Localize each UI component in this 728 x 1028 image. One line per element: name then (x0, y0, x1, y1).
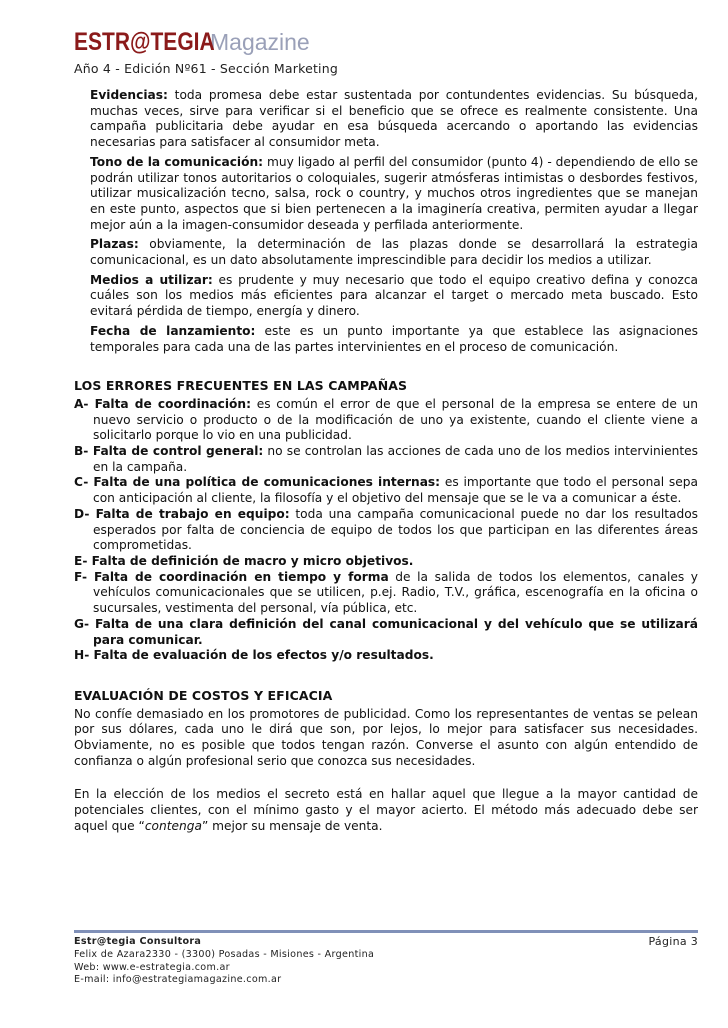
list-item (90, 324, 698, 355)
error-label: B- Falta de control general: (74, 444, 264, 459)
list-item-label: Plazas: (90, 237, 139, 252)
costs-heading: EVALUACIÓN DE COSTOS Y EFICACIA (74, 687, 333, 703)
list-item-text: este es un punto importante ya que establece las asignaciones temporales para cada una de las partes intervinientes en el proceso de comunicación. (90, 323, 698, 354)
list-item-label: Evidencias: (90, 88, 168, 102)
list-item-label: Fecha de lanzamiento: (90, 323, 256, 338)
list-item (90, 237, 698, 268)
error-item (74, 648, 698, 664)
page-number: Página 3 (648, 935, 698, 948)
logo-main: ESTR@TEGIA (74, 28, 215, 56)
error-text: toda una campaña comunicacional puede no dar los resultados esperados por falta de conciencia de equipo de todos los que participan en las diferentes áreas comprometidas. (93, 506, 698, 553)
error-label: A- Falta de coordinación: (74, 396, 251, 411)
error-text: es común el error de que el personal de la empresa se entere de un nuevo servicio o producto o de la modificación de uno ya existente, cuando el cliente viene a solicitarlo porque lo vio en una publicidad. (93, 396, 698, 443)
error-item (74, 397, 698, 444)
error-text: de la salida de todos los elementos, canales y vehículos comunicacionales que se utilicen, p.ej. Radio, T.V., gráfica, escenografía en la oficina o sucursales, vestimenta del personal, vía pública, etc. (93, 569, 699, 616)
error-label: C- Falta de una política de comunicaciones internas: (74, 475, 441, 490)
list-item (90, 155, 698, 234)
costs-paragraph-2 (74, 787, 698, 834)
error-label: H- Falta de evaluación de los efectos y/o resultados. (74, 648, 434, 663)
error-item (74, 444, 698, 475)
error-item (74, 475, 698, 506)
list-item-text: obviamente, la determinación de las plazas donde se desarrollará la estrategia comunicacional, es un dato absolutamente imprescindible para decidir los medios a utilizar. (90, 237, 698, 268)
error-item (74, 617, 698, 648)
error-label: G- Falta de una clara definición del canal comunicacional y del vehículo que se utilizará para comunicar. (74, 616, 698, 647)
logo-sub: Magazine (210, 29, 310, 55)
footer-address: Felix de Azara2330 - (3300) Posadas - Misiones - Argentina (74, 948, 375, 960)
masthead (74, 30, 338, 76)
list-item (90, 273, 698, 320)
error-text: no se controlan las acciones de cada uno de los medios intervinientes en la campaña. (93, 444, 698, 474)
error-label: F- Falta de coordinación en tiempo y forma (74, 569, 389, 584)
logo (74, 30, 338, 55)
errors-heading: LOS ERRORES FRECUENTES EN LAS CAMPAÑAS (74, 378, 408, 394)
footer-email[interactable]: E-mail: info@estrategiamagazine.com.ar (74, 974, 282, 986)
costs-section (74, 688, 698, 835)
error-label: E- Falta de definición de macro y micro objetivos. (74, 553, 414, 568)
list-item-label: Tono de la comunicación: (90, 154, 264, 169)
list-item-text: muy ligado al perfil del consumidor (punto 4) - dependiendo de ello se podrán utilizar tonos autoritarios o coloquiales, sugerir atmósferas intimistas o desbordes festivos, utilizar musicalización tecno, salsa, rock o country, y muchos otros ingredientes que se manejan en este punto, aspectos que si bien pertenecen a la imaginería creativa, permiten ayudar a llegar mejor aún a la imagen-consumidor deseada y perfilada anteriormente. (90, 154, 698, 232)
strategy-points-list (74, 88, 698, 355)
edition-line: Año 4 - Edición Nº61 - Sección Marketing (74, 61, 338, 76)
list-item-text: es prudente y muy necesario que todo el equipo creativo defina y conozca cuáles son los medios más eficientes para alcanzar el target o mercado meta buscado. Esto evitará pérdida de tiempo, energía y dinero. (90, 272, 698, 319)
footer-web[interactable]: Web: www.e-estrategia.com.ar (74, 961, 230, 973)
article-body (74, 88, 698, 835)
error-label: D- Falta de trabajo en equipo: (74, 506, 290, 521)
footer-company: Estr@tegia Consultora (74, 936, 202, 947)
footer (74, 936, 698, 987)
list-item-text: toda promesa debe estar sustentada por contundentes evidencias. Su búsqueda, muchas veces, sirve para verificar si el beneficio que se ofrece es realmente consistente. Una campaña publicitaria debe ayudar en esa búsqueda acercando o aportando las evidencias necesarias para satisfacer al consumidor meta. (90, 88, 698, 150)
error-text: es importante que todo el personal sepa con anticipación al cliente, la filosofía y el objetivo del mensaje que se le va a comunicar a éste. (93, 475, 698, 506)
costs-paragraph-2-italic: contenga (144, 818, 202, 833)
costs-paragraph-1: No confíe demasiado en los promotores de publicidad. Como los representantes de ventas se pelean por sus dólares, cada uno le dirá que son, por lejos, lo mejor para satisfacer sus necesidades. Obviamente, no es posible que todos tengan razón. Converse el asunto con algún entendido de confianza o algún profesional serio que conozca sus necesidades. (74, 706, 698, 768)
list-item (90, 88, 698, 151)
error-item (74, 554, 698, 570)
errors-section (74, 378, 698, 664)
list-item-label: Medios a utilizar: (90, 272, 213, 287)
error-item (74, 570, 698, 617)
costs-paragraph-2-start: En la elección de los medios el secreto está en hallar aquel que llegue a la mayor cantidad de potenciales clientes, con el mínimo gasto y el mayor acierto. El método más adecuado debe ser aquel que “ (74, 787, 698, 833)
error-item (74, 507, 698, 554)
costs-paragraph-2-end: ” mejor su mensaje de venta. (201, 818, 383, 833)
footer-divider (74, 930, 698, 933)
